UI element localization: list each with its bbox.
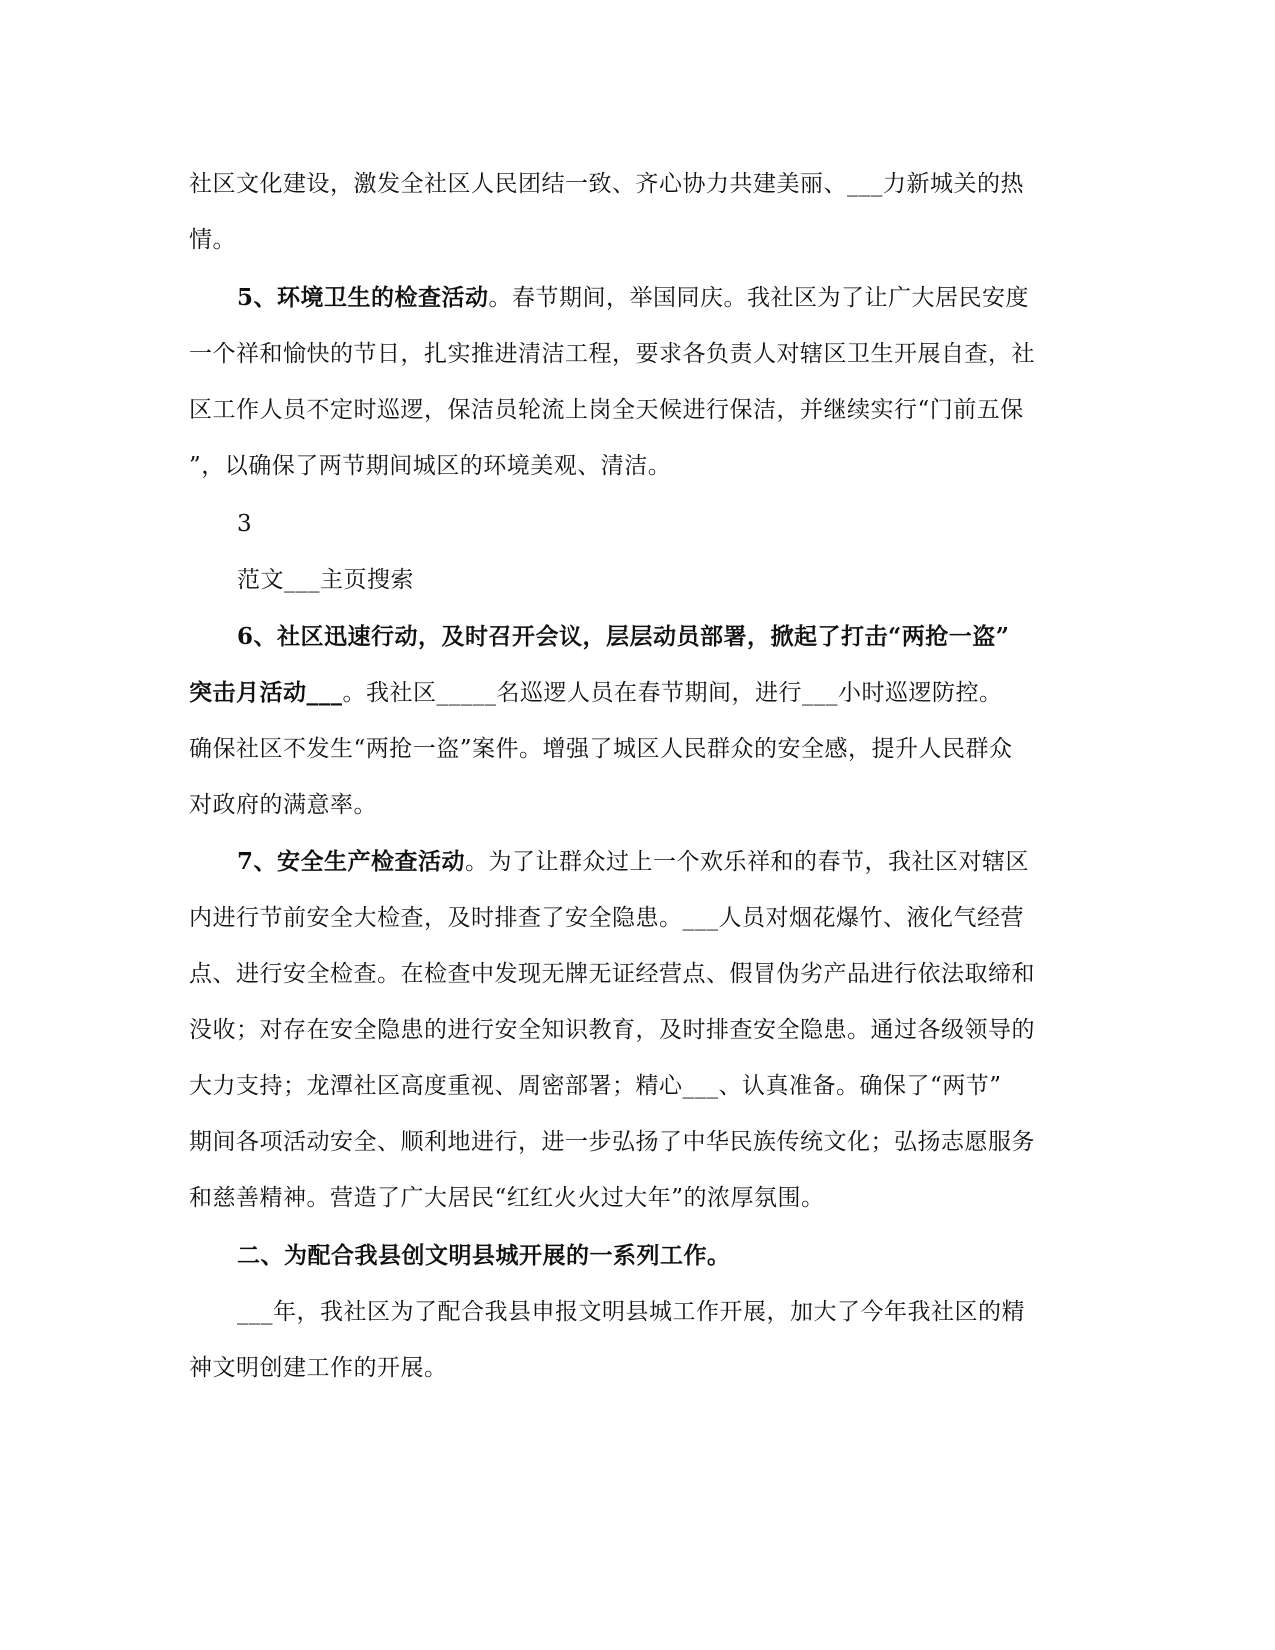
paragraph-line: 点、进行安全检查。在检查中发现无牌无证经营点、假冒伪劣产品进行依法取缔和 <box>189 961 1035 987</box>
paragraph-line: 期间各项活动安全、顺利地进行，进一步弘扬了中华民族传统文化；弘扬志愿服务 <box>189 1129 1035 1155</box>
section-heading-7: 7、安全生产检查活动 <box>237 848 466 875</box>
paragraph-line: 神文明创建工作的开展。 <box>189 1355 448 1381</box>
paragraph-line: 大力支持；龙潭社区高度重视、周密部署；精心___、认真准备。确保了“两节” <box>189 1073 1002 1099</box>
paragraph-line: 一个祥和愉快的节日，扎实推进清洁工程，要求各负责人对辖区卫生开展自查，社 <box>189 341 1035 367</box>
paragraph-line: 情。 <box>189 227 236 253</box>
paragraph-line: 区工作人员不定时巡逻，保洁员轮流上岗全天候进行保洁，并继续实行“门前五保 <box>189 397 1024 423</box>
section-heading-2: 二、为配合我县创文明县城开展的一系列工作。 <box>237 1242 731 1269</box>
paragraph-line: ___年，我社区为了配合我县申报文明县城工作开展，加大了今年我社区的精 <box>237 1299 1025 1325</box>
paragraph-line: 对政府的满意率。 <box>189 792 377 818</box>
paragraph-line: 没收；对存在安全隐患的进行安全知识教育，及时排查安全隐患。通过各级领导的 <box>189 1017 1035 1043</box>
paragraph-text: 。为了让群众过上一个欢乐祥和的春节，我社区对辖区 <box>465 849 1030 875</box>
section-heading-6-cont: 突击月活动___ <box>189 679 343 706</box>
paragraph-line <box>189 677 1003 709</box>
paragraph-text: 。我社区_____名巡逻人员在春节期间，进行___小时巡逻防控。 <box>342 680 1003 706</box>
paragraph-line: ”，以确保了两节期间城区的环境美观、清洁。 <box>189 453 672 479</box>
section-heading-5: 5、环境卫生的检查活动 <box>237 284 489 311</box>
paragraph-line: 和慈善精神。营造了广大居民“红红火火过大年”的浓厚氛围。 <box>189 1185 825 1211</box>
section-heading-6: 6、社区迅速行动，及时召开会议，层层动员部署，掀起了打击“两抢一盗” <box>237 623 1010 650</box>
paragraph-line: 社区文化建设，激发全社区人民团结一致、齐心协力共建美丽、___力新城关的热 <box>189 171 1024 197</box>
paragraph-line <box>237 846 1029 878</box>
header-note: 范文___主页搜索 <box>237 567 414 593</box>
page-number: 3 <box>237 511 253 537</box>
paragraph-line <box>237 282 1029 314</box>
paragraph-line: 内进行节前安全大检查，及时排查了安全隐患。___人员对烟花爆竹、液化气经营 <box>189 905 1024 931</box>
paragraph-text: 。春节期间，举国同庆。我社区为了让广大居民安度 <box>488 285 1030 311</box>
paragraph-line: 确保社区不发生“两抢一盗”案件。增强了城区人民群众的安全感，提升人民群众 <box>189 736 1013 762</box>
